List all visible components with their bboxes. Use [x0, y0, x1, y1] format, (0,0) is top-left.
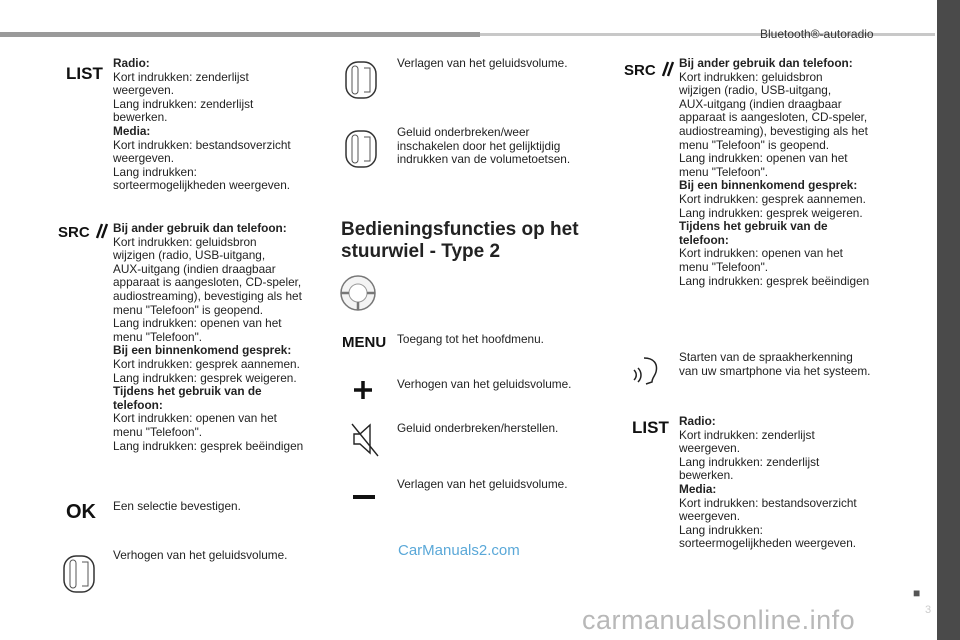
src-description: Bij ander gebruik dan telefoon: Kort indrukken: geluidsbron wijzigen (radio, USB-uitgang, AUX-uitgang (indien draagbaar apparaat is aangesloten, CD-speler, audiostreaming), bevestiging als het menu "Telefoon" is geopend. Lang indrukken: openen van het menu "Telefoon". Bij een binnenkomend gesprek: Kort indrukken: gesprek aannemen. Lang indrukken: gesprek weigeren. Tijdens het gebruik van de telefoon: Kort indrukken: openen van het menu "Telefoon". Lang indrukken: gesprek beëindigen	[113, 221, 304, 453]
plus-icon	[353, 380, 373, 405]
src-button-icon: SRC	[58, 222, 110, 242]
plus-description: Verhogen van het geluidsvolume.	[397, 377, 572, 391]
header-rule	[0, 32, 480, 37]
list-button-label-2: LIST	[632, 418, 669, 437]
minus-icon	[353, 488, 375, 506]
src-button-icon-2: SRC	[624, 60, 676, 80]
volume-up-description: Verhogen van het geluidsvolume.	[113, 548, 288, 562]
volume-down-description: Verlagen van het geluidsvolume.	[397, 56, 568, 70]
mute2-description: Geluid onderbreken/herstellen.	[397, 421, 559, 435]
minus-description: Verlagen van het geluidsvolume.	[397, 477, 568, 491]
page-number: 3	[925, 604, 932, 616]
speaker-mute-icon	[350, 422, 380, 463]
volume-knob-up-icon	[58, 552, 100, 601]
list-description-2: Radio: Kort indrukken: zenderlijst weergeven. Lang indrukken: zenderlijst bewerken. Media: Kort indrukken: bestandsoverzicht weergeven. Lang indrukken: sorteermogelijkheden weergeven.	[679, 414, 857, 551]
page-marker: ■	[913, 586, 921, 600]
voice-description: Starten van de spraakherkenning van uw smartphone via het systeem.	[679, 350, 871, 378]
menu-button-label: MENU	[342, 334, 387, 351]
list-button-label: LIST	[66, 64, 103, 83]
list-description: Radio: Kort indrukken: zenderlijst weergeven. Lang indrukken: zenderlijst bewerken. Media: Kort indrukken: bestandsoverzicht weergeven. Lang indrukken: sorteermogelijkheden weergeven.	[113, 56, 291, 193]
ok-button-label: OK	[66, 501, 96, 523]
mute-description: Geluid onderbreken/weer inschakelen door het gelijktijdig indrukken van de volumetoetsen.	[397, 125, 571, 167]
page-header-title: Bluetooth®-autoradio	[760, 27, 874, 41]
watermark-carmanualsonline[interactable]: carmanualsonline.info	[582, 605, 856, 635]
sidebar-strip	[937, 0, 960, 640]
steering-wheel-icon	[338, 273, 378, 318]
volume-knob-down-icon	[340, 58, 382, 107]
ok-description: Een selectie bevestigen.	[113, 499, 241, 513]
slash-call-icon-2	[660, 60, 676, 78]
voice-recognition-icon	[630, 354, 662, 393]
watermark-carmanuals[interactable]: CarManuals2.com	[398, 542, 520, 559]
src-description-2: Bij ander gebruik dan telefoon: Kort indrukken: geluidsbron wijzigen (radio, USB-uitgang, AUX-uitgang (indien draagbaar apparaat is aangesloten, CD-speler, audiostreaming), bevestiging als het menu "Telefoon" is geopend. Lang indrukken: openen van het menu "Telefoon". Bij een binnenkomend gesprek: Kort indrukken: gesprek aannemen. Lang indrukken: gesprek weigeren. Tijdens het gebruik van de telefoon: Kort indrukken: openen van het menu "Telefoon". Lang indrukken: gesprek beëindigen	[679, 56, 870, 288]
volume-knob-mute-icon	[340, 127, 382, 176]
slash-call-icon	[94, 222, 110, 240]
menu-description: Toegang tot het hoofdmenu.	[397, 332, 544, 346]
section-title: Bedieningsfuncties op het stuurwiel - Type 2	[341, 219, 579, 262]
